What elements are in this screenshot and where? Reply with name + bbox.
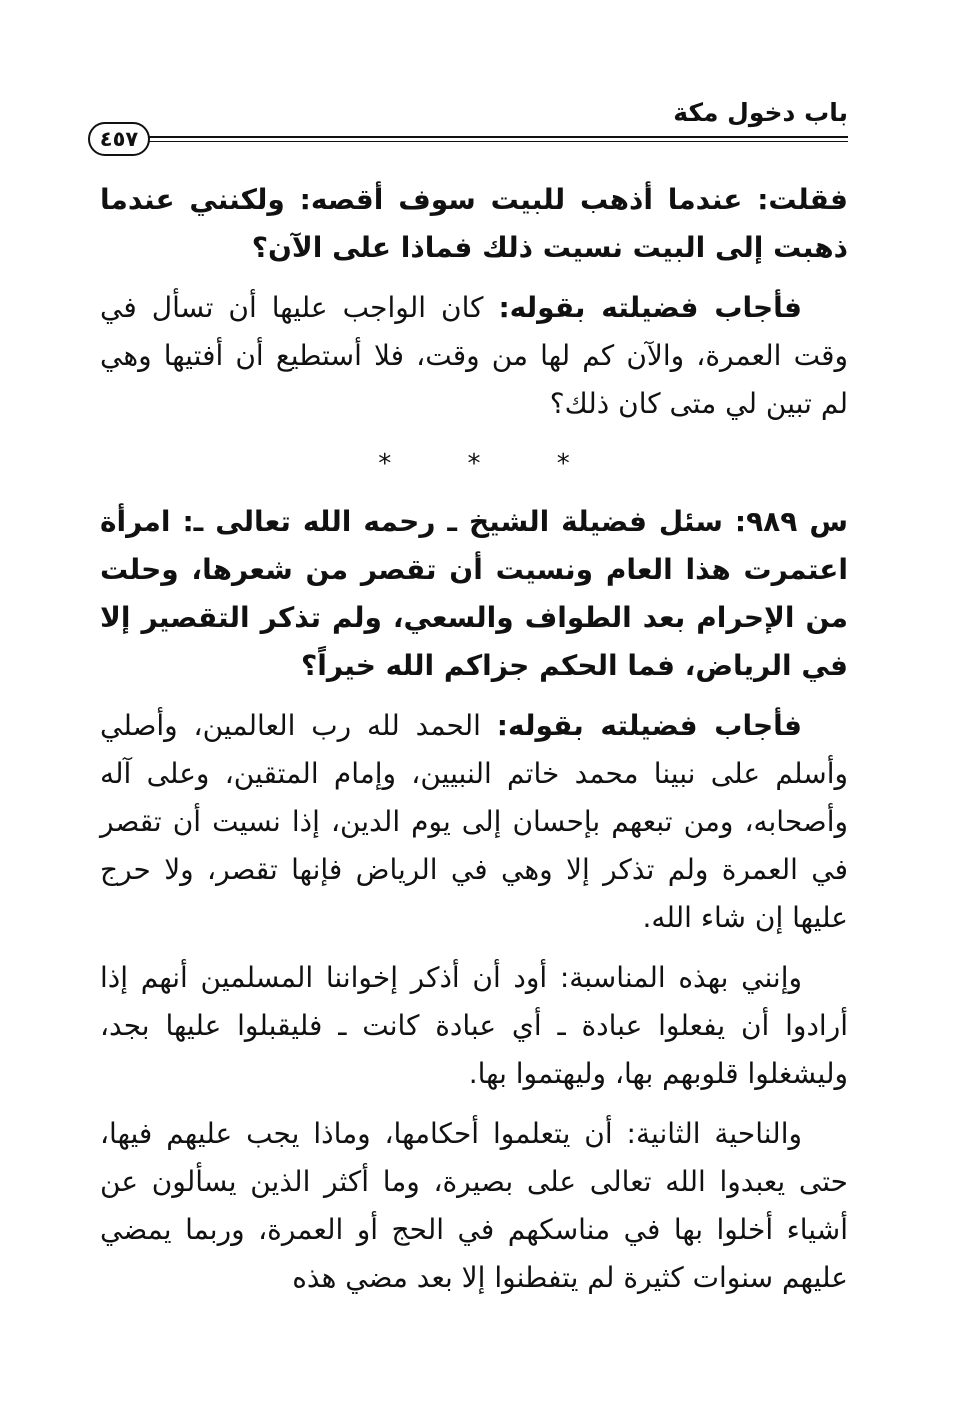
chapter-title: باب دخول مكة — [673, 98, 848, 127]
paragraph-note-1: وإنني بهذه المناسبة: أود أن أذكر إخواننا المسلمين أنهم إذا أرادوا أن يفعلوا عبادة ـ أي عبادة كانت ـ فليقبلوا عليها بجد، وليشغلوا قلوبهم بها، وليهتموا بها. — [100, 961, 848, 1090]
paragraph-text: كان الواجب عليها أن تسأل في وقت العمرة، والآن كم لها من وقت، فلا أستطيع أن أفتيها وهي لم تبين لي متى كان ذلك؟ — [100, 291, 848, 420]
question-989 — [100, 498, 848, 690]
answer-lead: فأجاب فضيلته بقوله: — [496, 709, 802, 742]
paragraph-text: الحمد لله رب العالمين، وأصلي وأسلم على نبينا محمد خاتم النبيين، وإمام المتقين، وعلى آله وأصحابه، ومن تبعهم بإحسان إلى يوم الدين، إذا نسيت أن تقصر في العمرة ولم تذكر إلا وهي في الرياض فإنها تقصر، ولا حرج عليها إن شاء الله. — [100, 709, 848, 934]
page-number: ٤٥٧ — [88, 122, 150, 156]
paragraph-note-2: والناحية الثانية: أن يتعلموا أحكامها، وماذا يجب عليهم فيها، حتى يعبدوا الله تعالى على بصيرة، وما أكثر الذين يسألون عن أشياء أخلوا بها في مناسكهم في الحج أو العمرة، وربما يمضي عليهم سنوات كثيرة لم يتفطنوا إلا بعد مضي هذه — [100, 1117, 848, 1294]
paragraph-answer-1 — [100, 284, 848, 428]
question-text: س ٩٨٩: سئل فضيلة الشيخ ـ رحمه الله تعالى ـ: امرأة اعتمرت هذا العام ونسيت أن تقصر من شعرها، وحلت من الإحرام بعد الطواف والسعي، ولم تذكر التقصير إلا في الرياض، فما الحكم جزاكم الله خيراً؟ — [100, 505, 848, 682]
paragraph-text: فقلت: عندما أذهب للبيت سوف أقصه: ولكنني عندما ذهبت إلى البيت نسيت ذلك فماذا على الآن؟ — [100, 183, 848, 264]
paragraph-answer-2 — [100, 702, 848, 942]
answer-lead: فأجاب فضيلته بقوله: — [498, 291, 803, 324]
page-body — [100, 176, 848, 1314]
header-rule — [148, 136, 848, 138]
paragraph-question-continued — [100, 176, 848, 272]
header-rule-thin — [148, 141, 848, 142]
section-separator: * * * — [378, 449, 604, 479]
